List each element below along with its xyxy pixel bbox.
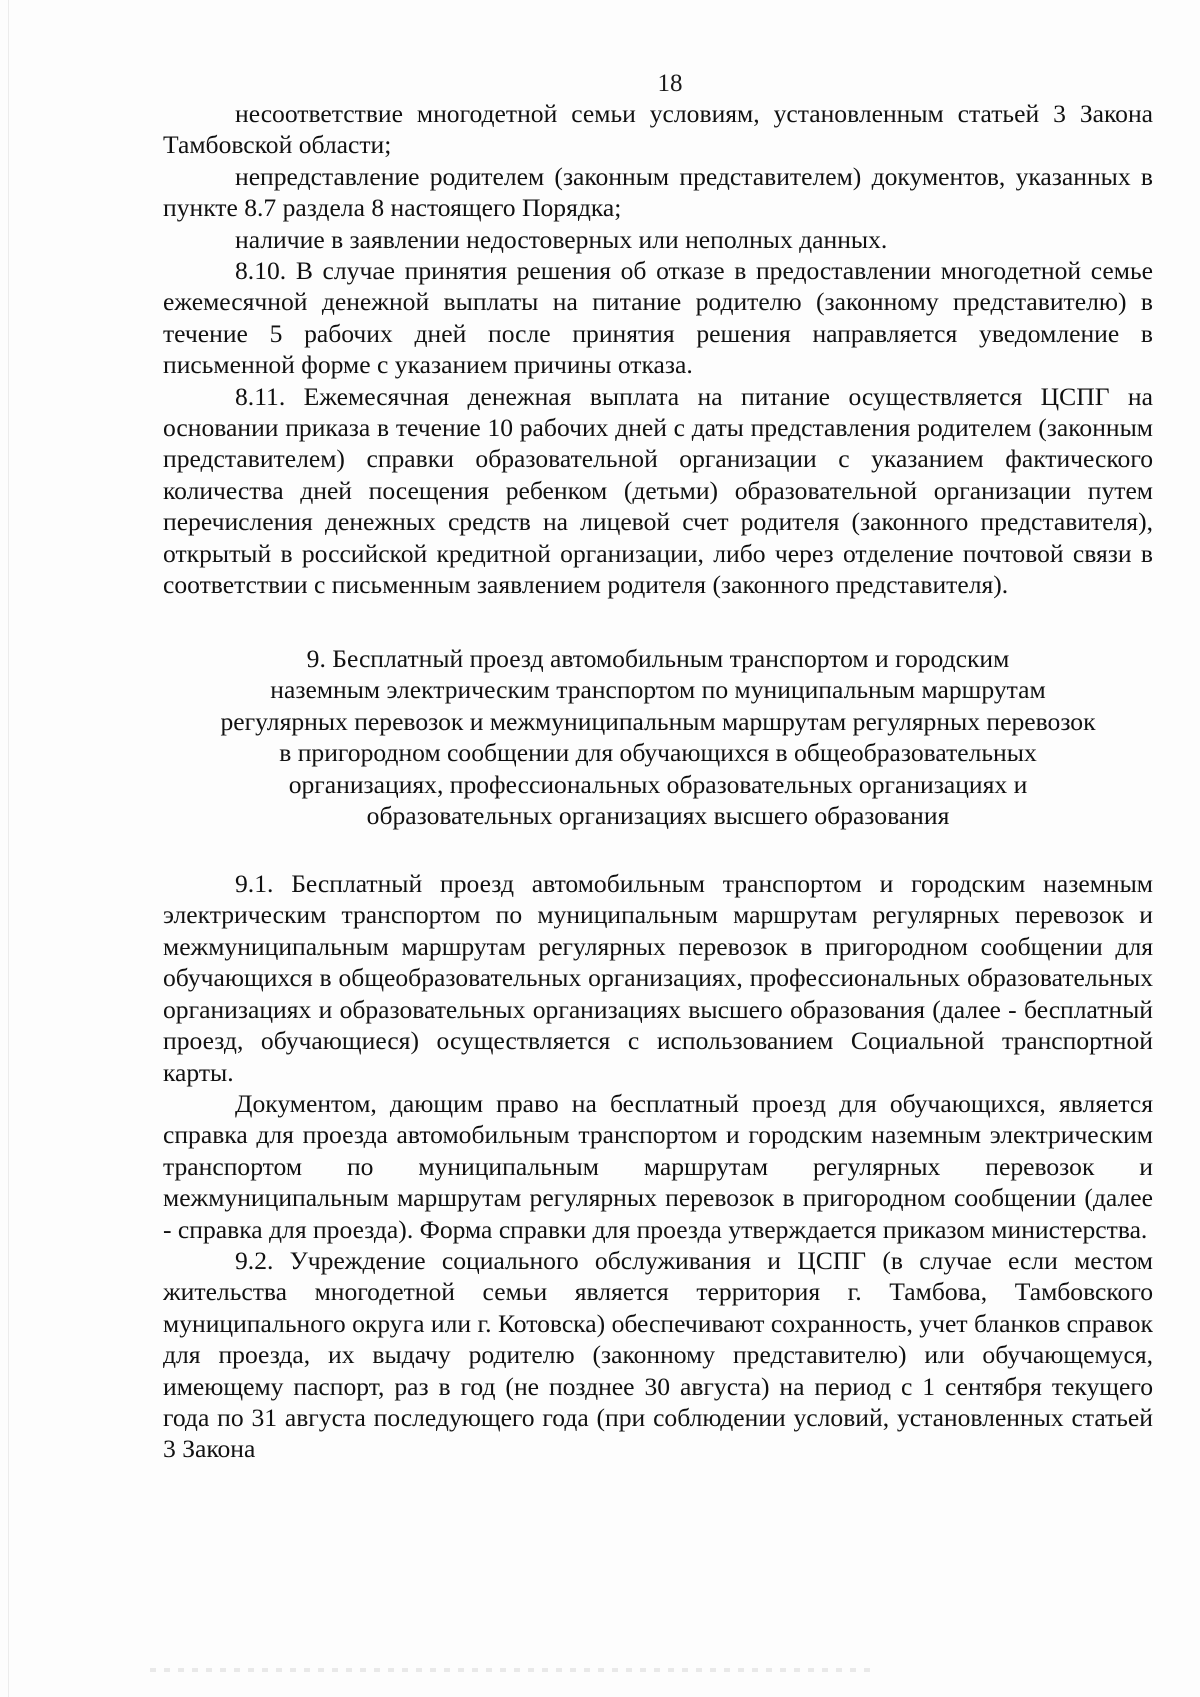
document-body [163, 98, 1153, 1465]
section-9-heading [163, 643, 1153, 833]
paragraph-reason-1: несоответствие многодетной семьи условиям, установленным статьей 3 Закона Тамбовской области; [163, 99, 1153, 160]
heading-line: 9. Бесплатный проезд автомобильным транспортом и городским [306, 643, 1010, 673]
paragraph-reason-2: непредставление родителем (законным представителем) документов, указанных в пункте 8.7 раздела 8 настоящего Порядка; [163, 161, 1153, 223]
heading-line: регулярных перевозок и межмуниципальным маршрутам регулярных перевозок [220, 706, 1096, 736]
scan-edge [8, 0, 9, 1697]
heading-line: в пригородном сообщении для обучающихся в общеобразовательных [279, 738, 1037, 768]
paragraph-8-11: 8.11. Ежемесячная денежная выплата на питание осуществляется ЦСПГ на основании приказа в течение 10 рабочих дней с даты представления родителем (законным представителем) справки образовательной организации с указанием фактического количества дней посещения ребенком (детьми) образовательной организации путем перечисления денежных средств на лицевой счет родителя (законного представителя), открытый в российской кредитной организации, либо через отделение почтовой связи в соответствии с письменным заявлением родителя (законного представителя). [163, 381, 1153, 600]
scan-footer-noise [150, 1668, 870, 1672]
heading-line: образовательных организациях высшего образования [366, 801, 950, 831]
paragraph-9-2: 9.2. Учреждение социального обслуживания и ЦСПГ (в случае если местом жительства многодетной семьи является территория г. Тамбова, Тамбовского муниципального округа или г. Котовска) обеспечивают сохранность, учет бланков справок для проезда, их выдачу родителю (законному представителю) или обучающемуся, имеющему паспорт, раз в год (не позднее 30 августа) на период с 1 сентября текущего года по 31 августа последующего года (при соблюдении условий, установленных статьей 3 Закона [163, 1245, 1153, 1464]
heading-line: наземным электрическим транспортом по муниципальным маршрутам [270, 675, 1046, 705]
paragraph-reason-3: наличие в заявлении недостоверных или неполных данных. [235, 224, 888, 254]
paragraph-8-10: 8.10. В случае принятия решения об отказе в предоставлении многодетной семье ежемесячной денежной выплаты на питание родителю (законному представителю) в течение 5 рабочих дней после принятия решения направляется уведомление в письменной форме с указанием причины отказа. [163, 256, 1153, 380]
paragraph-9-1: 9.1. Бесплатный проезд автомобильным транспортом и городским наземным электрическим транспортом по муниципальным маршрутам регулярных перевозок и межмуниципальным маршрутам регулярных перевозок в пригородном сообщении для обучающихся в общеобразовательных организациях, профессиональных образовательных организациях и образовательных организациях высшего образования (далее - бесплатный проезд, обучающиеся) осуществляется с использованием Социальной транспортной карты. [163, 869, 1153, 1087]
paragraph-document-right: Документом, дающим право на бесплатный проезд для обучающихся, является справка для проезда автомобильным транспортом и городским наземным электрическим транспортом по муниципальным маршрутам регулярных перевозок и межмуниципальным маршрутам регулярных перевозок в пригородном сообщении (далее - справка для проезда). Форма справки для проезда утверждается приказом министерства. [163, 1088, 1153, 1244]
page-number: 18 [657, 70, 683, 97]
heading-line: организациях, профессиональных образовательных организациях и [288, 769, 1028, 799]
